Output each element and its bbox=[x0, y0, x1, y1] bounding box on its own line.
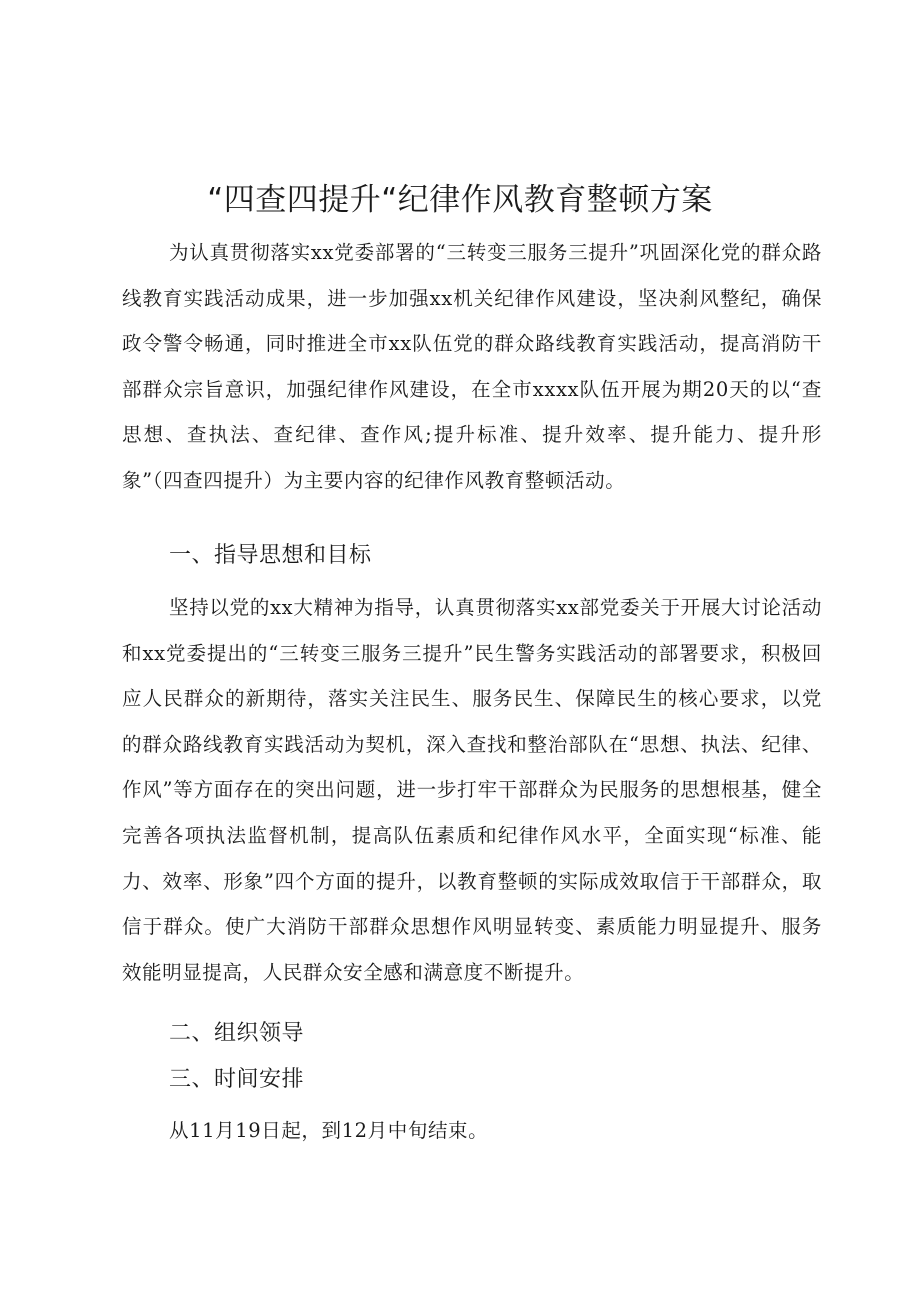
schedule-paragraph: 从11月19日起，到12月中旬结束。 bbox=[169, 1119, 489, 1142]
intro-paragraph: 为认真贯彻落实xx党委部署的“三转变三服务三提升”巩固深化党的群众路线教育实践活动成果，进一步加强xx机关纪律作风建设，坚决刹风整纪，确保政令警令畅通，同时推进全市xx队伍党的群众路线教育实践活动，提高消防干部群众宗旨意识，加强纪律作风建设，在全市xxxx队伍开展为期20天的以“查思想、查执法、查纪律、查作风;提升标准、提升效率、提升能力、提升形象”（四查四提升）为主要内容的纪律作风教育整顿活动。 bbox=[122, 241, 822, 492]
document-title: “四查四提升“纪律作风教育整顿方案 bbox=[207, 182, 713, 218]
section-heading-guiding-thought: 一、指导思想和目标 bbox=[169, 543, 372, 568]
section-heading-organization: 二、组织领导 bbox=[169, 1021, 305, 1046]
guiding-thought-paragraph: 坚持以党的xx大精神为指导，认真贯彻落实xx部党委关于开展大讨论活动和xx党委提出的“三转变三服务三提升”民生警务实践活动的部署要求，积极回应人民群众的新期待，落实关注民生、服务民生、保障民生的核心要求，以党的群众路线教育实践活动为契机，深入查找和整治部队在“思想、执法、纪律、作风”等方面存在的突出问题，进一步打牢干部群众为民服务的思想根基，健全完善各项执法监督机制，提高队伍素质和纪律作风水平，全面实现“标准、能力、效率、形象”四个方面的提升，以教育整顿的实际成效取信于干部群众，取信于群众。使广大消防干部群众思想作风明显转变、素质能力明显提升、服务效能明显提高，人民群众安全感和满意度不断提升。 bbox=[122, 596, 822, 984]
section-heading-schedule: 三、时间安排 bbox=[169, 1067, 305, 1092]
